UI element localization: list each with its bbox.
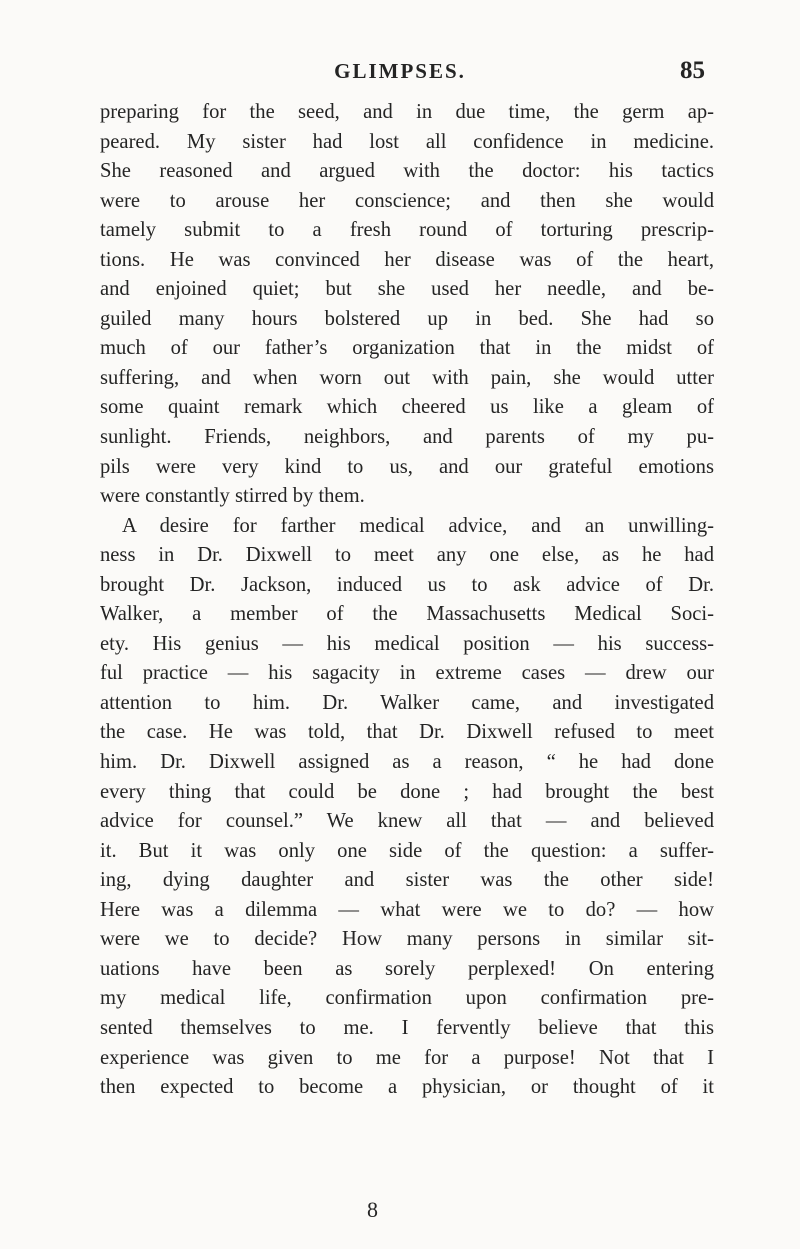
text-line-2: peared. My sister had lost all confidence in medicine.: [100, 130, 714, 153]
text-line-6: tions. He was convinced her disease was of the heart,: [100, 248, 714, 271]
running-header: [95, 58, 705, 84]
page-number: 85: [680, 57, 705, 84]
text-line-17: brought Dr. Jackson, induced us to ask advice of Dr.: [100, 573, 714, 596]
text-line-14: were constantly stirred by them.: [100, 485, 365, 508]
text-line-20: ful practice — his sagacity in extreme cases — drew our: [100, 662, 714, 685]
text-line-21: attention to him. Dr. Walker came, and investigated: [100, 691, 714, 714]
text-line-15: A desire for farther medical advice, and an unwilling-: [122, 514, 714, 537]
text-line-27: ing, dying daughter and sister was the other side!: [100, 869, 714, 892]
text-line-31: my medical life, confirmation upon confirmation pre-: [100, 987, 714, 1010]
text-line-24: every thing that could be done ; had brought the best: [100, 780, 714, 803]
text-line-25: advice for counsel.” We knew all that — and believed: [100, 810, 714, 833]
text-line-5: tamely submit to a fresh round of torturing prescrip-: [100, 219, 714, 242]
text-line-23: him. Dr. Dixwell assigned as a reason, “ he had done: [100, 751, 714, 774]
text-line-11: some quaint remark which cheered us like a gleam of: [100, 396, 714, 419]
running-title: GLIMPSES.: [334, 59, 466, 83]
text-line-32: sented themselves to me. I fervently believe that this: [100, 1016, 714, 1039]
text-line-12: sunlight. Friends, neighbors, and parents of my pu-: [100, 426, 714, 449]
body-text: [100, 98, 714, 1103]
text-line-18: Walker, a member of the Massachusetts Medical Soci-: [100, 603, 714, 626]
text-line-4: were to arouse her conscience; and then she would: [100, 189, 714, 212]
text-line-33: experience was given to me for a purpose! Not that I: [100, 1046, 714, 1069]
text-line-29: were we to decide? How many persons in similar sit-: [100, 928, 714, 951]
signature-mark: 8: [367, 1197, 378, 1222]
text-line-13: pils were very kind to us, and our grateful emotions: [100, 455, 714, 478]
text-line-10: suffering, and when worn out with pain, she would utter: [100, 366, 714, 389]
text-line-26: it. But it was only one side of the question: a suffer-: [100, 839, 714, 862]
text-line-16: ness in Dr. Dixwell to meet any one else, as he had: [100, 544, 714, 567]
text-line-9: much of our father’s organization that in the midst of: [100, 337, 714, 360]
text-line-1: preparing for the seed, and in due time, the germ ap-: [100, 101, 714, 123]
text-line-30: uations have been as sorely perplexed! On entering: [100, 957, 714, 980]
text-line-7: and enjoined quiet; but she used her needle, and be-: [100, 278, 714, 301]
text-line-8: guiled many hours bolstered up in bed. She had so: [100, 307, 714, 330]
text-line-19: ety. His genius — his medical position — his success-: [100, 632, 714, 655]
text-line-22: the case. He was told, that Dr. Dixwell refused to meet: [100, 721, 714, 744]
text-line-28: Here was a dilemma — what were we to do? — how: [100, 898, 714, 921]
text-line-3: She reasoned and argued with the doctor: his tactics: [100, 160, 714, 183]
text-line-34: then expected to become a physician, or thought of it: [100, 1076, 714, 1099]
